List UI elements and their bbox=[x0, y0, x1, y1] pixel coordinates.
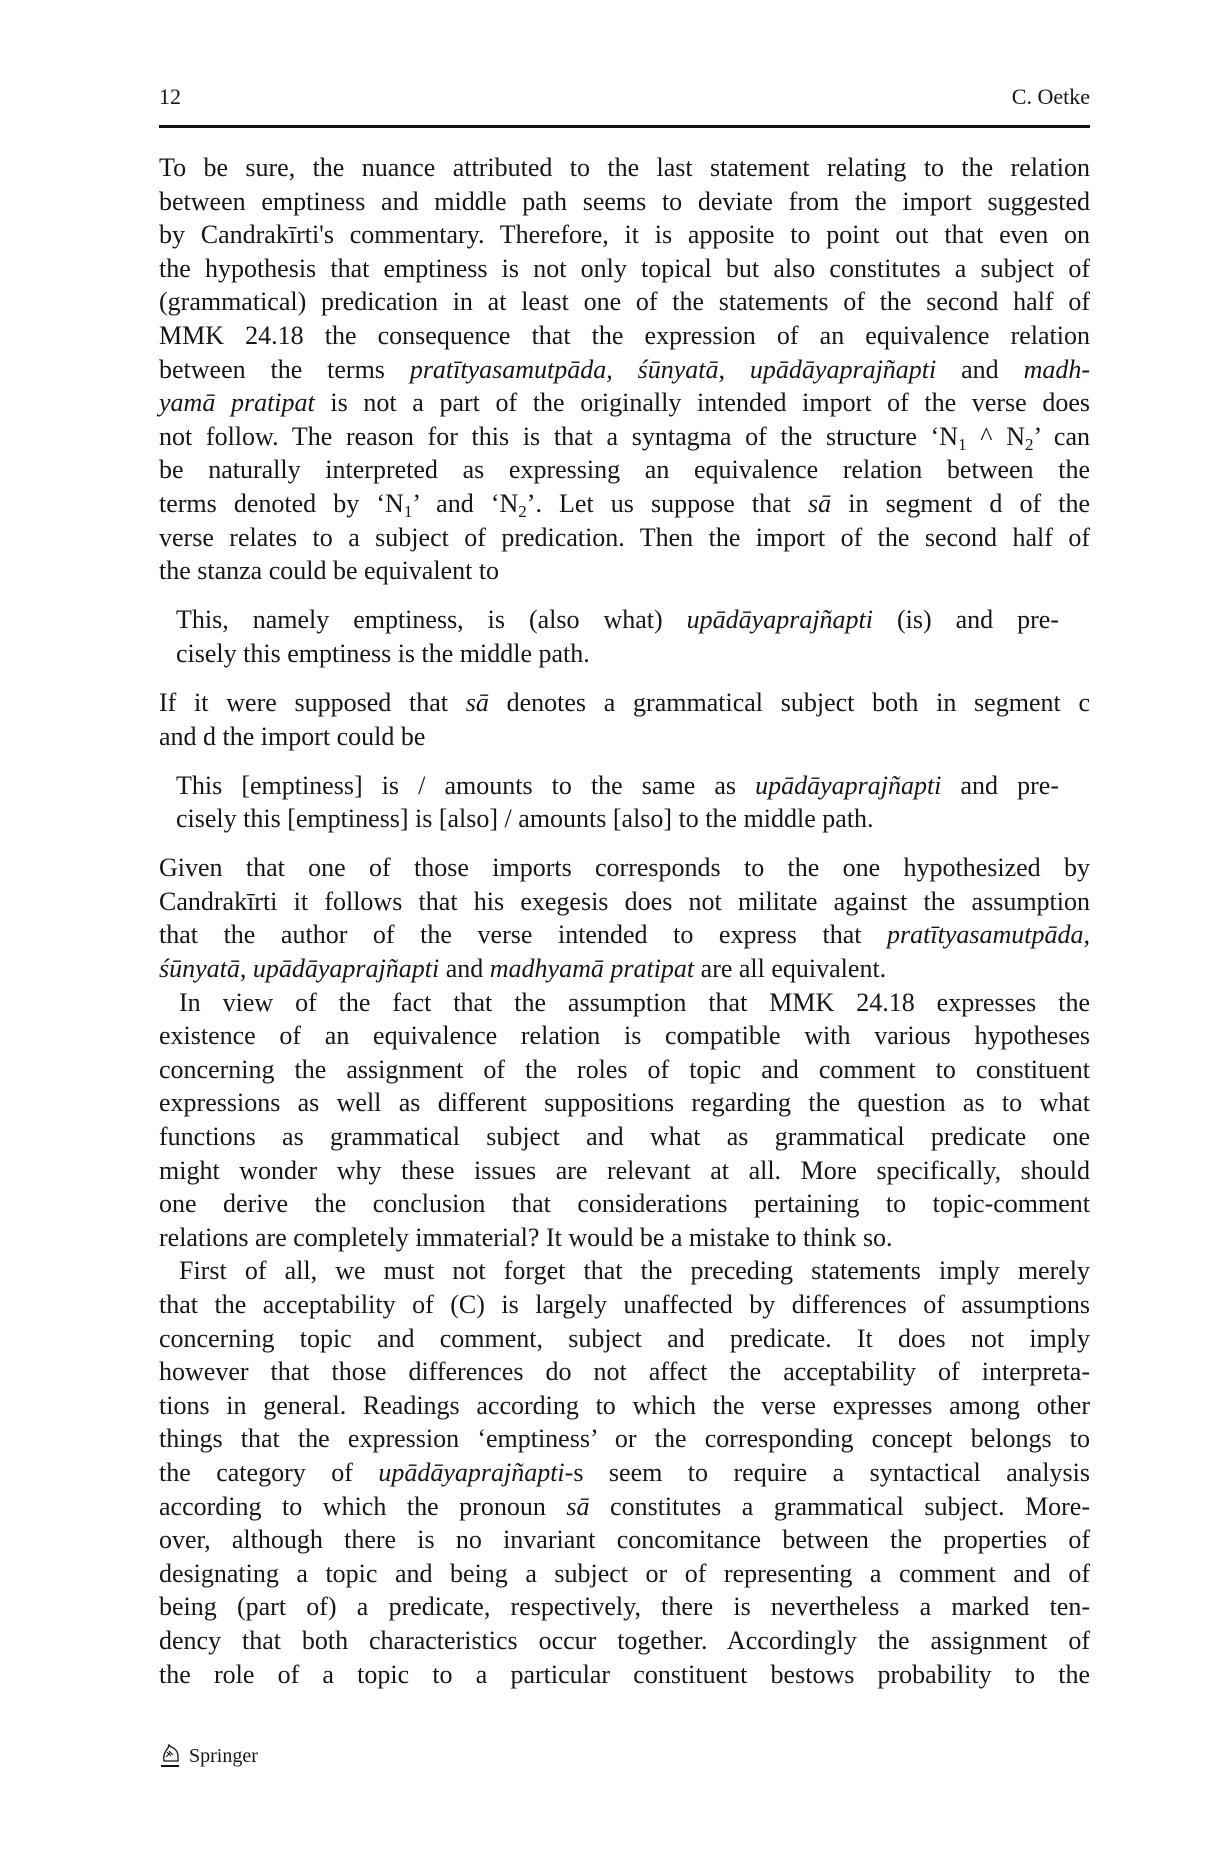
text-line bbox=[159, 918, 1090, 952]
publisher-footer bbox=[159, 1743, 258, 1769]
text-run: is not a part of the originally intended import of the verse does bbox=[314, 388, 1091, 418]
text-run: the stanza could be equivalent to bbox=[159, 556, 500, 586]
text-line bbox=[159, 1086, 1090, 1120]
publisher-name: Springer bbox=[189, 1744, 258, 1767]
italic-term: upādāyaprajñapti bbox=[755, 770, 942, 800]
text-line bbox=[159, 521, 1090, 555]
text-run: between the terms bbox=[159, 354, 410, 384]
text-run: by Candrakīrti's commentary. Therefore, it is apposite to point out that even on bbox=[159, 220, 1090, 250]
text-run: concerning topic and comment, subject and predicate. It does not imply bbox=[159, 1323, 1090, 1353]
text-line bbox=[159, 1322, 1090, 1356]
text-line bbox=[159, 720, 1090, 754]
text-run: Given that one of those imports corresponds to the one hypothesized by bbox=[159, 853, 1090, 883]
paragraph bbox=[159, 851, 1090, 985]
text-line bbox=[159, 1389, 1090, 1423]
text-run: existence of an equivalence relation is compatible with various hypotheses bbox=[159, 1021, 1090, 1051]
text-run: relations are completely immaterial? It would be a mistake to think so. bbox=[159, 1222, 893, 1252]
text-run: being (part of) a predicate, respectively, there is nevertheless a marked ten- bbox=[159, 1592, 1090, 1622]
italic-term: pratītyasamutpāda, śūnyatā, upādāyaprajñapti bbox=[409, 354, 937, 384]
text-run: that the acceptability of (C) is largely unaffected by differences of assumptions bbox=[159, 1290, 1090, 1319]
italic-term: sā bbox=[808, 488, 832, 518]
text-run: and d the import could be bbox=[159, 721, 426, 751]
subscript: 1 bbox=[403, 501, 413, 521]
text-run: things that the expression ‘emptiness’ or the corresponding concept belongs to bbox=[159, 1424, 1090, 1454]
text-run: MMK 24.18 the consequence that the expression of an equivalence relation bbox=[159, 320, 1090, 350]
text-run: In view of the fact that the assumption that MMK 24.18 expresses the bbox=[179, 987, 1090, 1017]
block-quote bbox=[176, 603, 1059, 670]
text-line bbox=[159, 1624, 1090, 1658]
text-run: tions in general. Readings according to which the verse expresses among other bbox=[159, 1390, 1090, 1420]
text-line bbox=[159, 1187, 1090, 1221]
text-line bbox=[159, 420, 1090, 454]
paragraph bbox=[159, 1254, 1090, 1691]
italic-term: madh- bbox=[1023, 354, 1090, 384]
text-run: ’. Let us suppose that bbox=[526, 488, 809, 518]
text-run: over, although there is no invariant concomitance between the properties of bbox=[159, 1525, 1090, 1555]
page-number: 12 bbox=[159, 84, 181, 109]
text-run: however that those differences do not affect the acceptability of interpreta- bbox=[159, 1357, 1090, 1387]
italic-term: sā bbox=[566, 1491, 590, 1521]
paragraph bbox=[159, 151, 1090, 588]
subscript: 2 bbox=[518, 501, 527, 521]
text-run: between emptiness and middle path seems to deviate from the import suggested bbox=[159, 186, 1090, 216]
text-line bbox=[159, 1590, 1090, 1624]
text-run: not follow. The reason for this is that a syntagma of the structure ‘N bbox=[159, 421, 959, 451]
text-line bbox=[159, 851, 1090, 885]
text-line bbox=[159, 1019, 1090, 1053]
italic-term: upādāyaprajñapti bbox=[378, 1457, 565, 1487]
text-line bbox=[159, 1154, 1090, 1188]
paragraph bbox=[159, 986, 1090, 1255]
text-line bbox=[159, 1120, 1090, 1154]
text-run: are all equivalent. bbox=[694, 954, 887, 984]
text-run: and bbox=[936, 354, 1024, 384]
text-run: -s seem to require a syntactical analysis bbox=[564, 1457, 1090, 1487]
text-line bbox=[159, 1422, 1090, 1456]
text-line bbox=[159, 487, 1090, 521]
text-line bbox=[159, 1355, 1090, 1389]
running-header bbox=[159, 84, 1090, 112]
text-run: the hypothesis that emptiness is not only topical but also constitutes a subject of bbox=[159, 253, 1090, 283]
text-line bbox=[159, 353, 1090, 387]
text-line bbox=[159, 1288, 1090, 1322]
text-line bbox=[159, 453, 1090, 487]
text-run: cisely this emptiness is the middle path. bbox=[176, 638, 590, 668]
text-run: constitutes a grammatical subject. More- bbox=[589, 1491, 1090, 1521]
text-run: This, namely emptiness, is (also what) bbox=[176, 605, 687, 635]
header-rule bbox=[159, 125, 1090, 128]
text-line bbox=[159, 1490, 1090, 1524]
text-line bbox=[159, 185, 1090, 219]
text-line bbox=[159, 285, 1090, 319]
text-run: ’ and ‘N bbox=[412, 488, 519, 518]
text-line bbox=[159, 1557, 1090, 1591]
paragraph bbox=[159, 686, 1090, 753]
text-run: and pre- bbox=[941, 770, 1059, 800]
text-run: dency that both characteristics occur together. Accordingly the assignment of bbox=[159, 1625, 1090, 1655]
text-line bbox=[176, 802, 1059, 836]
text-run: one derive the conclusion that considerations pertaining to topic-comment bbox=[159, 1189, 1090, 1219]
text-run: (grammatical) predication in at least one of the statements of the second half of bbox=[159, 287, 1090, 317]
text-run: that the author of the verse intended to express that bbox=[159, 920, 888, 950]
text-run: might wonder why these issues are relevant at all. More specifically, should bbox=[159, 1155, 1090, 1185]
italic-term: yamā pratipat bbox=[159, 388, 315, 418]
text-line bbox=[159, 1053, 1090, 1087]
text-run: terms denoted by ‘N bbox=[159, 488, 404, 518]
italic-term: madhyamā pratipat bbox=[489, 954, 695, 984]
text-line bbox=[159, 1523, 1090, 1557]
text-run: functions as grammatical subject and what as grammatical predicate one bbox=[159, 1122, 1090, 1152]
text-run: To be sure, the nuance attributed to the last statement relating to the relation bbox=[159, 153, 1090, 182]
italic-term: pratītyasamutpāda, bbox=[887, 920, 1090, 950]
text-run: verse relates to a subject of predication. Then the import of the second half of bbox=[159, 522, 1090, 552]
text-run: according to which the pronoun bbox=[159, 1491, 567, 1521]
text-line bbox=[159, 218, 1090, 252]
block-quote bbox=[176, 769, 1059, 836]
text-line bbox=[176, 769, 1059, 803]
text-run: expressions as well as different suppositions regarding the question as to what bbox=[159, 1088, 1090, 1118]
text-line bbox=[159, 386, 1090, 420]
text-run: ^ N bbox=[966, 421, 1025, 451]
text-line bbox=[159, 1658, 1090, 1692]
text-line bbox=[159, 986, 1090, 1020]
text-run: the category of bbox=[159, 1457, 379, 1487]
text-run: designating a topic and being a subject or of representing a comment and of bbox=[159, 1558, 1090, 1588]
text-run: First of all, we must not forget that the preceding statements imply merely bbox=[179, 1256, 1090, 1286]
text-line bbox=[159, 151, 1090, 185]
italic-term: upādāyaprajñapti bbox=[686, 605, 874, 635]
text-run: denotes a grammatical subject both in segment c bbox=[488, 687, 1090, 717]
text-line bbox=[176, 603, 1059, 637]
text-run: Candrakīrti it follows that his exegesis does not militate against the assumption bbox=[159, 886, 1090, 916]
text-line bbox=[159, 252, 1090, 286]
text-line bbox=[159, 952, 1090, 986]
text-run: be naturally interpreted as expressing an equivalence relation between the bbox=[159, 455, 1090, 485]
text-line bbox=[159, 1456, 1090, 1490]
text-run: and bbox=[439, 954, 490, 984]
text-line bbox=[159, 319, 1090, 353]
text-line bbox=[159, 885, 1090, 919]
text-line bbox=[159, 1254, 1090, 1288]
springer-logo-icon bbox=[159, 1743, 181, 1769]
text-line bbox=[159, 554, 1090, 588]
text-run: (is) and pre- bbox=[873, 605, 1059, 635]
body-text bbox=[159, 151, 1090, 1691]
text-line bbox=[159, 686, 1090, 720]
running-head-author: C. Oetke bbox=[1011, 84, 1090, 109]
subscript: 2 bbox=[1024, 434, 1034, 454]
italic-term: śūnyatā, upādāyaprajñapti bbox=[159, 954, 440, 984]
text-run: ’ can bbox=[1033, 421, 1090, 451]
text-line bbox=[159, 1221, 1090, 1255]
italic-term: sā bbox=[465, 687, 489, 717]
text-run: cisely this [emptiness] is [also] / amounts [also] to the middle path. bbox=[176, 804, 874, 834]
text-run: This [emptiness] is / amounts to the same as bbox=[176, 770, 756, 800]
text-run: the role of a topic to a particular constituent bestows probability to the bbox=[159, 1659, 1090, 1689]
text-run: concerning the assignment of the roles of topic and comment to constituent bbox=[159, 1054, 1090, 1084]
subscript: 1 bbox=[958, 434, 967, 454]
text-run: If it were supposed that bbox=[159, 687, 466, 717]
text-line bbox=[176, 637, 1059, 671]
text-run: in segment d of the bbox=[831, 488, 1091, 518]
